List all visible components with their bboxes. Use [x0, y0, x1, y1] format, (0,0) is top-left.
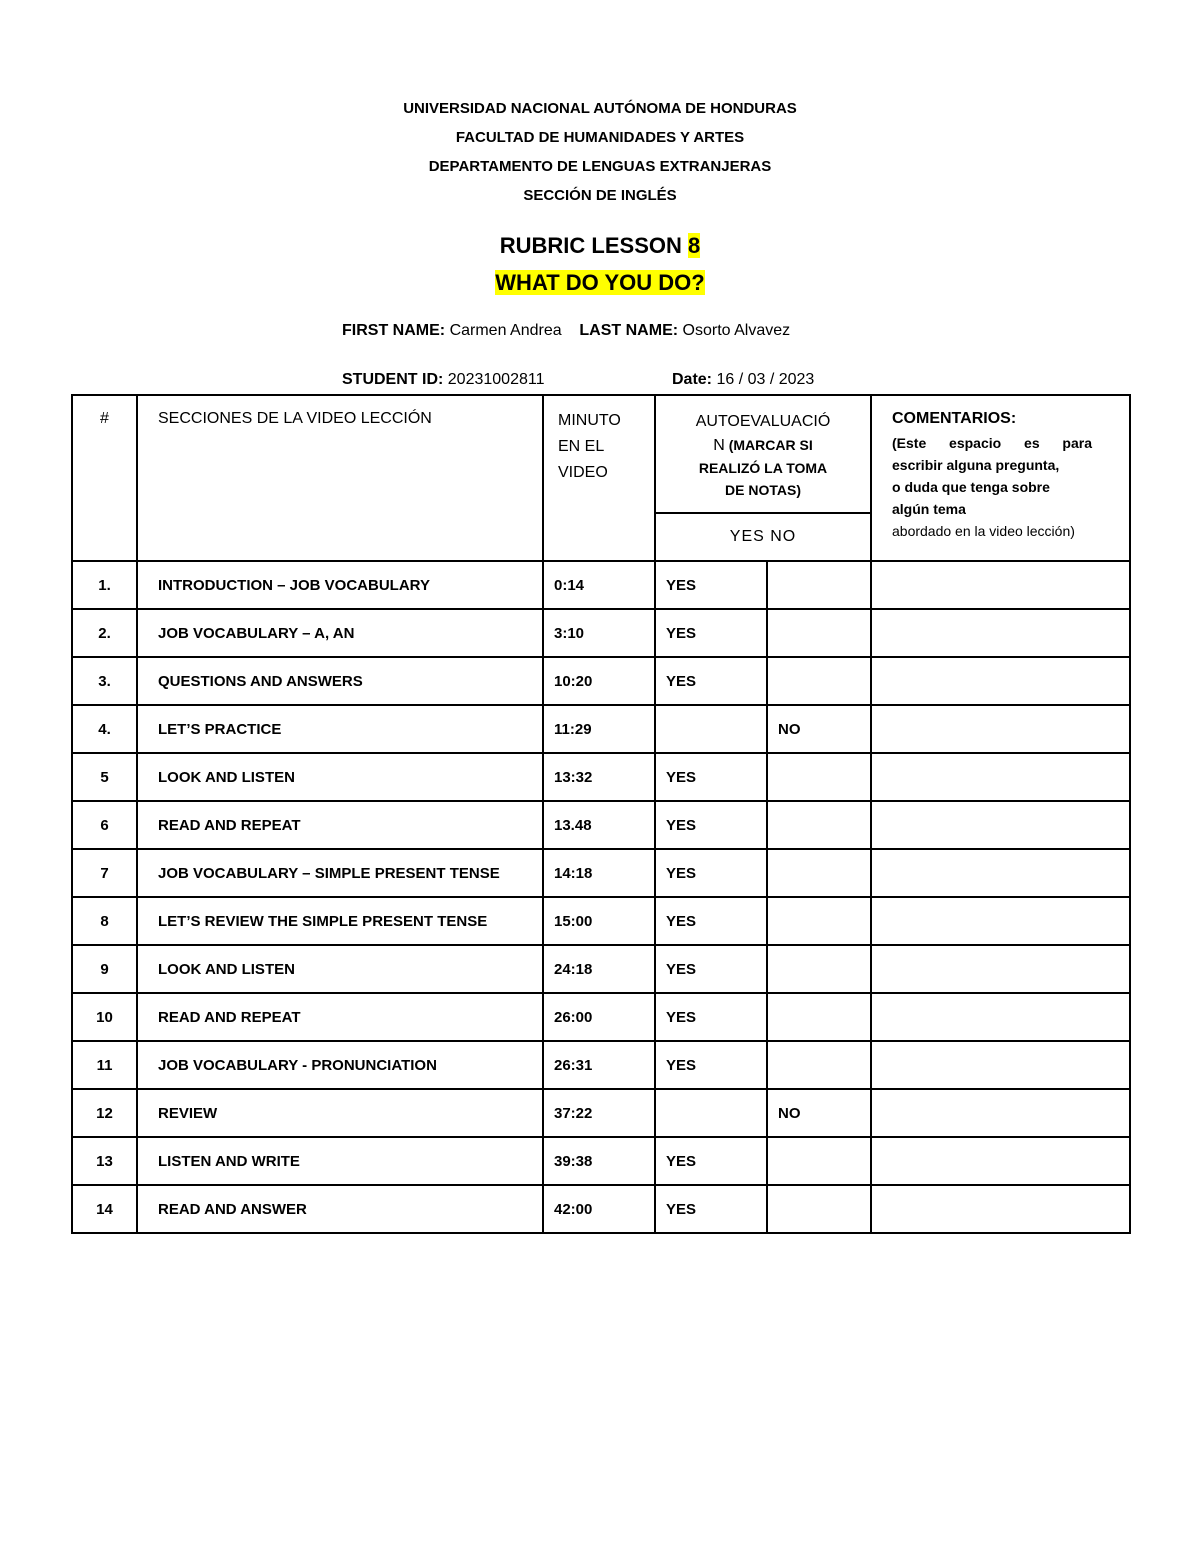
department-name: DEPARTAMENTO DE LENGUAS EXTRANJERAS	[428, 158, 772, 175]
row-no	[767, 561, 871, 609]
header-minute-line3: VIDEO	[558, 464, 608, 481]
row-minute: 3:10	[543, 609, 655, 657]
last-name-label: LAST NAME:	[579, 322, 679, 339]
header-comments	[871, 395, 1130, 561]
row-minute: 24:18	[543, 945, 655, 993]
row-number: 2.	[72, 609, 137, 657]
row-yes: YES	[655, 609, 767, 657]
header-auto-line2	[662, 434, 864, 457]
rubric-table	[71, 394, 1131, 1234]
row-number: 7	[72, 849, 137, 897]
table-row	[72, 561, 1130, 609]
header-auto-line2-rest: (MARCAR SI	[728, 437, 813, 453]
row-section: LET’S REVIEW THE SIMPLE PRESENT TENSE	[137, 897, 543, 945]
header-minute	[543, 395, 655, 561]
row-yes: YES	[655, 753, 767, 801]
rubric-title	[0, 233, 1200, 259]
row-minute: 10:20	[543, 657, 655, 705]
row-section: LOOK AND LISTEN	[137, 945, 543, 993]
student-id-line	[342, 371, 544, 389]
table-row	[72, 801, 1130, 849]
row-yes: YES	[655, 1137, 767, 1185]
table-row	[72, 993, 1130, 1041]
comments-note-line5: abordado en la video lección)	[892, 523, 1075, 539]
row-section: READ AND REPEAT	[137, 993, 543, 1041]
row-number: 14	[72, 1185, 137, 1233]
header-minute-line2: EN EL	[558, 438, 605, 455]
row-no	[767, 1185, 871, 1233]
comments-note-line2: escribir alguna pregunta,	[892, 457, 1060, 473]
row-comment	[871, 561, 1130, 609]
row-number: 11	[72, 1041, 137, 1089]
row-yes: YES	[655, 1185, 767, 1233]
row-yes: YES	[655, 945, 767, 993]
section-name: SECCIÓN DE INGLÉS	[523, 187, 677, 204]
table-row	[72, 705, 1130, 753]
row-minute: 0:14	[543, 561, 655, 609]
header-comments-title: COMENTARIOS:	[892, 410, 1017, 427]
table-row	[72, 897, 1130, 945]
header-auto-line1: AUTOEVALUACIÓ	[695, 413, 831, 430]
lesson-subtitle: WHAT DO YOU DO?	[495, 270, 705, 295]
header-auto-line3: REALIZÓ LA TOMA	[698, 460, 828, 476]
row-minute: 13:32	[543, 753, 655, 801]
lesson-subtitle-wrap	[0, 270, 1200, 296]
date-value: 16 / 03 / 2023	[716, 371, 815, 388]
row-no	[767, 657, 871, 705]
table-row	[72, 609, 1130, 657]
row-section: QUESTIONS AND ANSWERS	[137, 657, 543, 705]
row-minute: 13.48	[543, 801, 655, 849]
row-section: INTRODUCTION – JOB VOCABULARY	[137, 561, 543, 609]
header-comments-note	[892, 432, 1092, 542]
row-number: 10	[72, 993, 137, 1041]
row-comment	[871, 1041, 1130, 1089]
row-number: 6	[72, 801, 137, 849]
table-row	[72, 1041, 1130, 1089]
row-no	[767, 849, 871, 897]
row-section: JOB VOCABULARY - PRONUNCIATION	[137, 1041, 543, 1089]
comments-note-line3: o duda que tenga sobre	[892, 479, 1050, 495]
header-minute-line1: MINUTO	[558, 412, 621, 429]
row-number: 9	[72, 945, 137, 993]
table-row	[72, 1089, 1130, 1137]
header-self-assessment	[655, 395, 871, 513]
row-minute: 14:18	[543, 849, 655, 897]
lesson-number: 8	[688, 233, 701, 258]
row-minute: 26:00	[543, 993, 655, 1041]
row-minute: 11:29	[543, 705, 655, 753]
header-auto-n: N	[713, 437, 725, 454]
university-name: UNIVERSIDAD NACIONAL AUTÓNOMA DE HONDURAS	[403, 100, 797, 117]
row-number: 4.	[72, 705, 137, 753]
row-no	[767, 609, 871, 657]
table-row	[72, 1137, 1130, 1185]
header-auto-line4: DE NOTAS)	[725, 482, 801, 498]
row-section: READ AND ANSWER	[137, 1185, 543, 1233]
date-line	[672, 371, 814, 389]
row-minute: 15:00	[543, 897, 655, 945]
row-yes: YES	[655, 561, 767, 609]
row-yes: YES	[655, 1041, 767, 1089]
rubric-body	[72, 561, 1130, 1233]
row-section: LET’S PRACTICE	[137, 705, 543, 753]
header-yes-no: YES NO	[655, 513, 871, 561]
row-minute: 39:38	[543, 1137, 655, 1185]
row-no: NO	[767, 705, 871, 753]
last-name-value: Osorto Alvavez	[682, 322, 791, 339]
row-no	[767, 1137, 871, 1185]
date-label: Date:	[672, 371, 713, 388]
row-comment	[871, 801, 1130, 849]
row-number: 12	[72, 1089, 137, 1137]
row-yes: YES	[655, 993, 767, 1041]
header-num: #	[72, 395, 137, 561]
table-row	[72, 657, 1130, 705]
row-yes	[655, 705, 767, 753]
row-comment	[871, 849, 1130, 897]
table-row	[72, 753, 1130, 801]
row-section: LOOK AND LISTEN	[137, 753, 543, 801]
header-sections-text: SECCIONES DE LA VIDEO LECCIÓN	[158, 410, 432, 427]
row-section: LISTEN AND WRITE	[137, 1137, 543, 1185]
row-no	[767, 897, 871, 945]
row-comment	[871, 1137, 1130, 1185]
rubric-label: RUBRIC LESSON	[499, 233, 688, 258]
row-comment	[871, 753, 1130, 801]
row-minute: 26:31	[543, 1041, 655, 1089]
row-no	[767, 993, 871, 1041]
row-comment	[871, 1089, 1130, 1137]
row-no	[767, 945, 871, 993]
row-yes: YES	[655, 897, 767, 945]
row-section: JOB VOCABULARY – A, AN	[137, 609, 543, 657]
comments-note-line4: algún tema	[892, 501, 966, 517]
row-comment	[871, 657, 1130, 705]
faculty-name: FACULTAD DE HUMANIDADES Y ARTES	[455, 129, 745, 146]
table-row	[72, 849, 1130, 897]
row-number: 13	[72, 1137, 137, 1185]
table-row	[72, 945, 1130, 993]
row-number: 8	[72, 897, 137, 945]
student-id-label: STUDENT ID:	[342, 371, 444, 388]
row-number: 5	[72, 753, 137, 801]
row-no	[767, 753, 871, 801]
table-row	[72, 1185, 1130, 1233]
row-section: READ AND REPEAT	[137, 801, 543, 849]
comments-note-line1: (Este espacio es para	[892, 435, 1092, 451]
row-yes: YES	[655, 849, 767, 897]
name-line	[342, 322, 790, 340]
row-number: 3.	[72, 657, 137, 705]
student-id-value: 20231002811	[447, 371, 545, 388]
row-yes: YES	[655, 657, 767, 705]
first-name-label: FIRST NAME:	[342, 322, 446, 339]
row-comment	[871, 993, 1130, 1041]
row-no	[767, 801, 871, 849]
row-minute: 37:22	[543, 1089, 655, 1137]
row-comment	[871, 897, 1130, 945]
row-minute: 42:00	[543, 1185, 655, 1233]
row-no: NO	[767, 1089, 871, 1137]
row-number: 1.	[72, 561, 137, 609]
row-section: JOB VOCABULARY – SIMPLE PRESENT TENSE	[137, 849, 543, 897]
row-yes	[655, 1089, 767, 1137]
row-yes: YES	[655, 801, 767, 849]
row-comment	[871, 1185, 1130, 1233]
row-comment	[871, 609, 1130, 657]
row-comment	[871, 945, 1130, 993]
header-sections	[137, 395, 543, 561]
first-name-value: Carmen Andrea	[449, 322, 562, 339]
row-section: REVIEW	[137, 1089, 543, 1137]
row-no	[767, 1041, 871, 1089]
row-comment	[871, 705, 1130, 753]
